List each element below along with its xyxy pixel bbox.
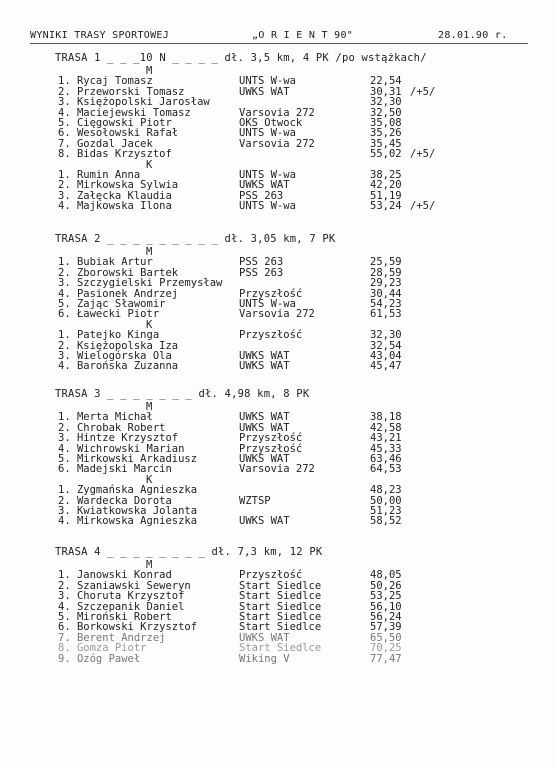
competitor-name: 5. Miroński Robert <box>58 610 172 623</box>
header-date: 28.01.90 r. <box>438 30 508 41</box>
finish-time: 51,23 <box>370 504 402 517</box>
finish-time: 35,45 <box>370 137 402 150</box>
finish-time: 30,44 <box>370 287 402 300</box>
club-name: UWKS WAT <box>239 631 290 644</box>
competitor-name: 2. Chrobak Robert <box>58 421 166 434</box>
club-name: PSS 263 <box>239 266 284 279</box>
finish-time: 25,59 <box>370 256 402 269</box>
competitor-name: 4. Pasionek Andrzej <box>58 287 179 300</box>
competitor-name: 1. Rumin Anna <box>58 168 141 181</box>
gender-letter: K <box>146 158 153 171</box>
finish-time: 50,26 <box>370 579 402 592</box>
finish-time: 70,25 <box>370 642 402 655</box>
finish-time: 35,08 <box>370 116 402 129</box>
finish-time: 50,00 <box>370 494 402 507</box>
finish-time: 45,33 <box>370 442 402 455</box>
finish-time: 61,53 <box>370 308 402 321</box>
penalty-note: /+5/ <box>410 148 436 161</box>
club-name: Start Siedlce <box>239 642 322 655</box>
finish-time: 32,30 <box>370 329 402 342</box>
gender-letter: K <box>146 318 153 331</box>
competitor-name: 5. Mirkowski Arkadiusz <box>58 452 198 465</box>
competitor-name: 1. Rycaj Tomasz <box>58 75 153 88</box>
competitor-name: 2. Przeworski Tomasz <box>58 85 185 98</box>
club-name: Przyszłość <box>239 287 303 300</box>
competitor-name: 1. Merta Michał <box>58 411 153 424</box>
club-name: Przyszłość <box>239 432 303 445</box>
route-heading: TRASA 3 _ _ _ _ _ _ _ dł. 4,98 km, 8 PK <box>55 388 310 400</box>
competitor-name: 2. Księżopolska Iza <box>58 339 179 352</box>
finish-time: 48,05 <box>370 569 402 582</box>
competitor-name: 3. Wielogórska Ola <box>58 349 172 362</box>
competitor-name: 7. Berent Andrzej <box>58 631 166 644</box>
header-event-name: „O R I E N T 90" <box>252 30 354 41</box>
club-name: UNTS W-wa <box>239 127 296 140</box>
penalty-note: /+5/ <box>410 85 436 98</box>
competitor-name: 2. Szaniawski Seweryn <box>58 579 191 592</box>
competitor-name: 4. Wichrowski Marian <box>58 442 185 455</box>
route-heading: TRASA 2 _ _ _ _ _ _ _ _ _ dł. 3,05 km, 7 PK <box>55 233 336 245</box>
penalty-note: /+5/ <box>410 200 436 213</box>
finish-time: 32,54 <box>370 339 402 352</box>
competitor-name: 6. Borkowski Krzysztof <box>58 621 198 634</box>
competitor-name: 7. Gozdal Jacek <box>58 137 153 150</box>
competitor-name: 3. Załęcka Klaudia <box>58 189 172 202</box>
finish-time: 32,30 <box>370 96 402 109</box>
competitor-name: 6. Ławecki Piotr <box>58 308 160 321</box>
gender-letter: M <box>146 559 153 571</box>
club-name: UWKS WAT <box>239 349 290 362</box>
competitor-name: 5. Cięgowski Piotr <box>58 116 172 129</box>
finish-time: 53,25 <box>370 590 402 603</box>
club-name: WZTSP <box>239 494 271 507</box>
finish-time: 32,50 <box>370 106 402 119</box>
club-name: PSS 263 <box>239 189 284 202</box>
competitor-name: 2. Zborowski Bartek <box>58 266 179 279</box>
club-name: UWKS WAT <box>239 179 290 192</box>
club-name: Varsovia 272 <box>239 106 315 119</box>
competitor-name: 3. Choruta Krzysztof <box>58 590 185 603</box>
header-rule <box>30 43 528 44</box>
competitor-name: 8. Gomza Piotr <box>58 642 147 655</box>
competitor-name: 4. Maciejewski Tomasz <box>58 106 191 119</box>
competitor-name: 3. Hintze Krzysztof <box>58 432 179 445</box>
finish-time: 56,10 <box>370 600 402 613</box>
club-name: UWKS WAT <box>239 421 290 434</box>
club-name: Wiking V <box>239 652 290 665</box>
finish-time: 65,50 <box>370 631 402 644</box>
finish-time: 42,20 <box>370 179 402 192</box>
competitor-name: 4. Szczepanik Daniel <box>58 600 185 613</box>
competitor-name: 2. Mirkowska Sylwia <box>58 179 179 192</box>
header-title: WYNIKI TRASY SPORTOWEJ <box>30 30 170 41</box>
club-name: UWKS WAT <box>239 411 290 424</box>
club-name: UNTS W-wa <box>239 168 296 181</box>
club-name: Varsovia 272 <box>239 308 315 321</box>
club-name: UNTS W-wa <box>239 297 296 310</box>
finish-time: 35,26 <box>370 127 402 140</box>
club-name: Start Siedlce <box>239 610 322 623</box>
finish-time: 43,04 <box>370 349 402 362</box>
competitor-name: 3. Księżopolski Jarosław <box>58 96 210 109</box>
club-name: UWKS WAT <box>239 452 290 465</box>
competitor-name: 6. Wesołowski Rafał <box>58 127 179 140</box>
club-name: Varsovia 272 <box>239 463 315 476</box>
competitor-name: 4. Mirkowska Agnieszka <box>58 515 198 528</box>
club-name: UNTS W-wa <box>239 75 296 88</box>
finish-time: 29,23 <box>370 277 402 290</box>
club-name: UNTS W-wa <box>239 200 296 213</box>
gender-letter: M <box>146 401 153 413</box>
finish-time: 28,59 <box>370 266 402 279</box>
competitor-name: 2. Wardecka Dorota <box>58 494 172 507</box>
competitor-name: 9. Ozóg Paweł <box>58 652 141 665</box>
finish-time: 43,21 <box>370 432 402 445</box>
competitor-name: 1. Bubiak Artur <box>58 256 153 269</box>
finish-time: 48,23 <box>370 484 402 497</box>
club-name: Start Siedlce <box>239 590 322 603</box>
competitor-name: 1. Janowski Konrad <box>58 569 172 582</box>
finish-time: 55,02 <box>370 148 402 161</box>
gender-letter: M <box>146 246 153 258</box>
finish-time: 51,19 <box>370 189 402 202</box>
gender-letter: K <box>146 473 153 486</box>
club-name: Przyszłość <box>239 329 303 342</box>
club-name: Start Siedlce <box>239 621 322 634</box>
route-heading: TRASA 1 _ _ _10 N _ _ _ _ dł. 3,5 km, 4 PK /po wstążkach/ <box>55 52 427 64</box>
competitor-name: 1. Zygmańska Agnieszka <box>58 484 198 497</box>
gender-letter: M <box>146 65 153 77</box>
finish-time: 54,23 <box>370 297 402 310</box>
club-name: Przyszłość <box>239 442 303 455</box>
finish-time: 56,24 <box>370 610 402 623</box>
competitor-name: 8. Bidas Krzysztof <box>58 148 172 161</box>
club-name: Start Siedlce <box>239 579 322 592</box>
finish-time: 38,25 <box>370 168 402 181</box>
finish-time: 45,47 <box>370 360 402 373</box>
club-name: Start Siedlce <box>239 600 322 613</box>
finish-time: 57,39 <box>370 621 402 634</box>
finish-time: 64,53 <box>370 463 402 476</box>
competitor-name: 4. Barońska Zuzanna <box>58 360 179 373</box>
finish-time: 22,54 <box>370 75 402 88</box>
competitor-name: 3. Szczygielski Przemysław <box>58 277 223 290</box>
club-name: Przyszłość <box>239 569 303 582</box>
finish-time: 77,47 <box>370 652 402 665</box>
club-name: UWKS WAT <box>239 515 290 528</box>
club-name: UWKS WAT <box>239 360 290 373</box>
competitor-name: 1. Patejko Kinga <box>58 329 160 342</box>
club-name: PSS 263 <box>239 256 284 269</box>
finish-time: 30,31 <box>370 85 402 98</box>
competitor-name: 3. Kwiatkowska Jolanta <box>58 504 198 517</box>
club-name: Varsovia 272 <box>239 137 315 150</box>
finish-time: 38,18 <box>370 411 402 424</box>
club-name: OKS Otwock <box>239 116 303 129</box>
route-heading: TRASA 4 _ _ _ _ _ _ _ _ dł. 7,3 km, 12 PK <box>55 546 323 558</box>
finish-time: 58,52 <box>370 515 402 528</box>
finish-time: 42,58 <box>370 421 402 434</box>
competitor-name: 6. Madejski Marcin <box>58 463 172 476</box>
club-name: UWKS WAT <box>239 85 290 98</box>
competitor-name: 5. Zając Sławomir <box>58 297 166 310</box>
finish-time: 63,46 <box>370 452 402 465</box>
competitor-name: 4. Majkowska Ilona <box>58 200 172 213</box>
finish-time: 53,24 <box>370 200 402 213</box>
